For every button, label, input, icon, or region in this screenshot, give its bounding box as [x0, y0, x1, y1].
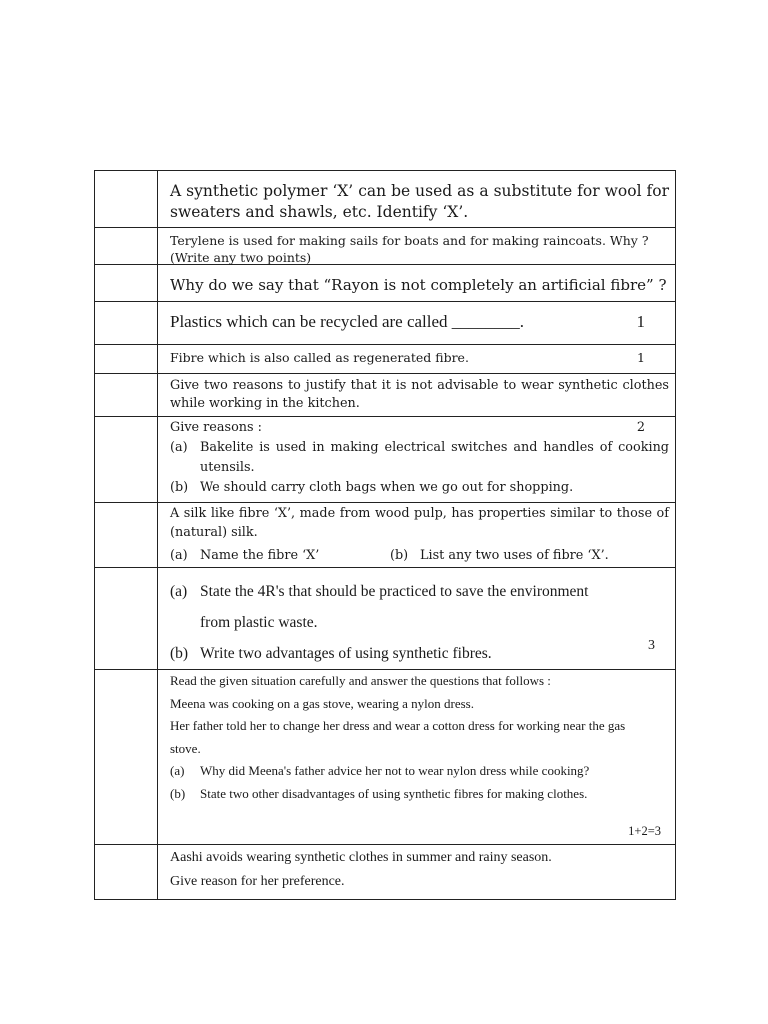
question-row: [95, 670, 675, 845]
sub-question-text: Bakelite is used in making electrical switches and handles of cooking utensils.: [200, 440, 669, 475]
question-row: [95, 171, 675, 228]
question-heading: Give reasons :: [170, 420, 262, 435]
question-cell: [158, 670, 675, 844]
question-cell: [158, 503, 675, 567]
question-number-cell: [95, 345, 158, 373]
question-number-cell: [95, 302, 158, 344]
question-row: [95, 845, 675, 899]
sub-question-text: We should carry cloth bags when we go out for shopping.: [200, 480, 574, 495]
question-row: [95, 345, 675, 374]
question-cell: [158, 374, 675, 416]
marks-label: 1+2=3: [628, 824, 661, 838]
question-text: Fibre which is also called as regenerated fibre.: [170, 350, 469, 365]
question-cell: [158, 228, 675, 264]
question-row: [95, 228, 675, 265]
question-text: Give reason for her preference.: [170, 874, 345, 889]
sub-question-label: (a): [170, 548, 188, 563]
question-intro: Read the given situation carefully and answer the questions that follows :: [170, 673, 551, 688]
question-text: Terylene is used for making sails for boats and for making raincoats. Why ?: [170, 233, 649, 248]
question-row: [95, 503, 675, 568]
sub-question-label: (b): [170, 645, 189, 662]
question-text: Aashi avoids wearing synthetic clothes in summer and rainy season.: [170, 850, 552, 865]
question-number-cell: [95, 417, 158, 502]
question-row: [95, 568, 675, 670]
sub-question-a: [170, 438, 669, 478]
sub-question-label: (b): [170, 480, 189, 495]
marks-label: 1: [636, 312, 645, 331]
question-row: [95, 374, 675, 417]
question-text: A silk like fibre ‘X’, made from wood pulp, has properties similar to those of (natural) silk.: [170, 506, 669, 540]
question-text: A synthetic polymer ‘X’ can be used as a substitute for wool for sweaters and shawls, etc. Identify ‘X’.: [170, 182, 669, 221]
sub-question-text: Name the fibre ‘X’: [200, 548, 320, 563]
question-text: (Write any two points): [170, 250, 312, 265]
sub-question-b: [170, 783, 669, 806]
question-cell: [158, 417, 675, 502]
sub-question-text: Why did Meena's father advice her not to wear nylon dress while cooking?: [200, 763, 590, 778]
question-cell: [158, 171, 675, 227]
question-number-cell: [95, 374, 158, 416]
question-cell: [158, 265, 675, 301]
marks-label: 3: [648, 638, 655, 653]
question-number-cell: [95, 670, 158, 844]
question-row: [95, 417, 675, 503]
question-number-cell: [95, 845, 158, 899]
sub-question-row: [170, 546, 669, 565]
question-cell: [158, 845, 675, 899]
question-text: Why do we say that “Rayon is not completely an artificial fibre” ?: [170, 276, 667, 294]
marks-label: 1: [637, 350, 645, 365]
marks-label: 2: [636, 420, 645, 435]
question-cell: [158, 345, 675, 373]
question-text: Give two reasons to justify that it is not advisable to wear synthetic clothes while working in the kitchen.: [170, 378, 669, 411]
sub-question-label: (b): [170, 785, 186, 801]
question-row: [95, 265, 675, 302]
sub-question-text: State the 4R's that should be practiced to save the environment from plastic waste.: [200, 583, 589, 631]
question-number-cell: [95, 265, 158, 301]
sub-question-text: List any two uses of fibre ‘X’.: [420, 548, 609, 563]
sub-question-text: State two other disadvantages of using synthetic fibres for making clothes.: [200, 785, 588, 801]
question-text: Plastics which can be recycled are called ________.: [170, 312, 525, 331]
sub-question-b: [170, 638, 669, 669]
sub-question-a: [170, 568, 669, 638]
question-row: [95, 302, 675, 345]
question-number-cell: [95, 568, 158, 669]
sub-question-label: (a): [170, 763, 185, 778]
question-number-cell: [95, 503, 158, 567]
question-text: Her father told her to change her dress and wear a cotton dress for working near the gas stove.: [170, 718, 626, 756]
sub-question-text: Write two advantages of using synthetic fibres.: [200, 645, 492, 662]
question-cell: [158, 302, 675, 344]
question-table: [94, 170, 676, 900]
question-cell: [158, 568, 675, 669]
question-number-cell: [95, 171, 158, 227]
sub-question-a: [170, 760, 669, 783]
question-text: Meena was cooking on a gas stove, wearing a nylon dress.: [170, 695, 474, 711]
sub-question-label: (b): [390, 548, 409, 563]
sub-question-label: (a): [170, 440, 188, 455]
question-number-cell: [95, 228, 158, 264]
sub-question-label: (a): [170, 583, 188, 600]
sub-question-b: [170, 478, 669, 498]
